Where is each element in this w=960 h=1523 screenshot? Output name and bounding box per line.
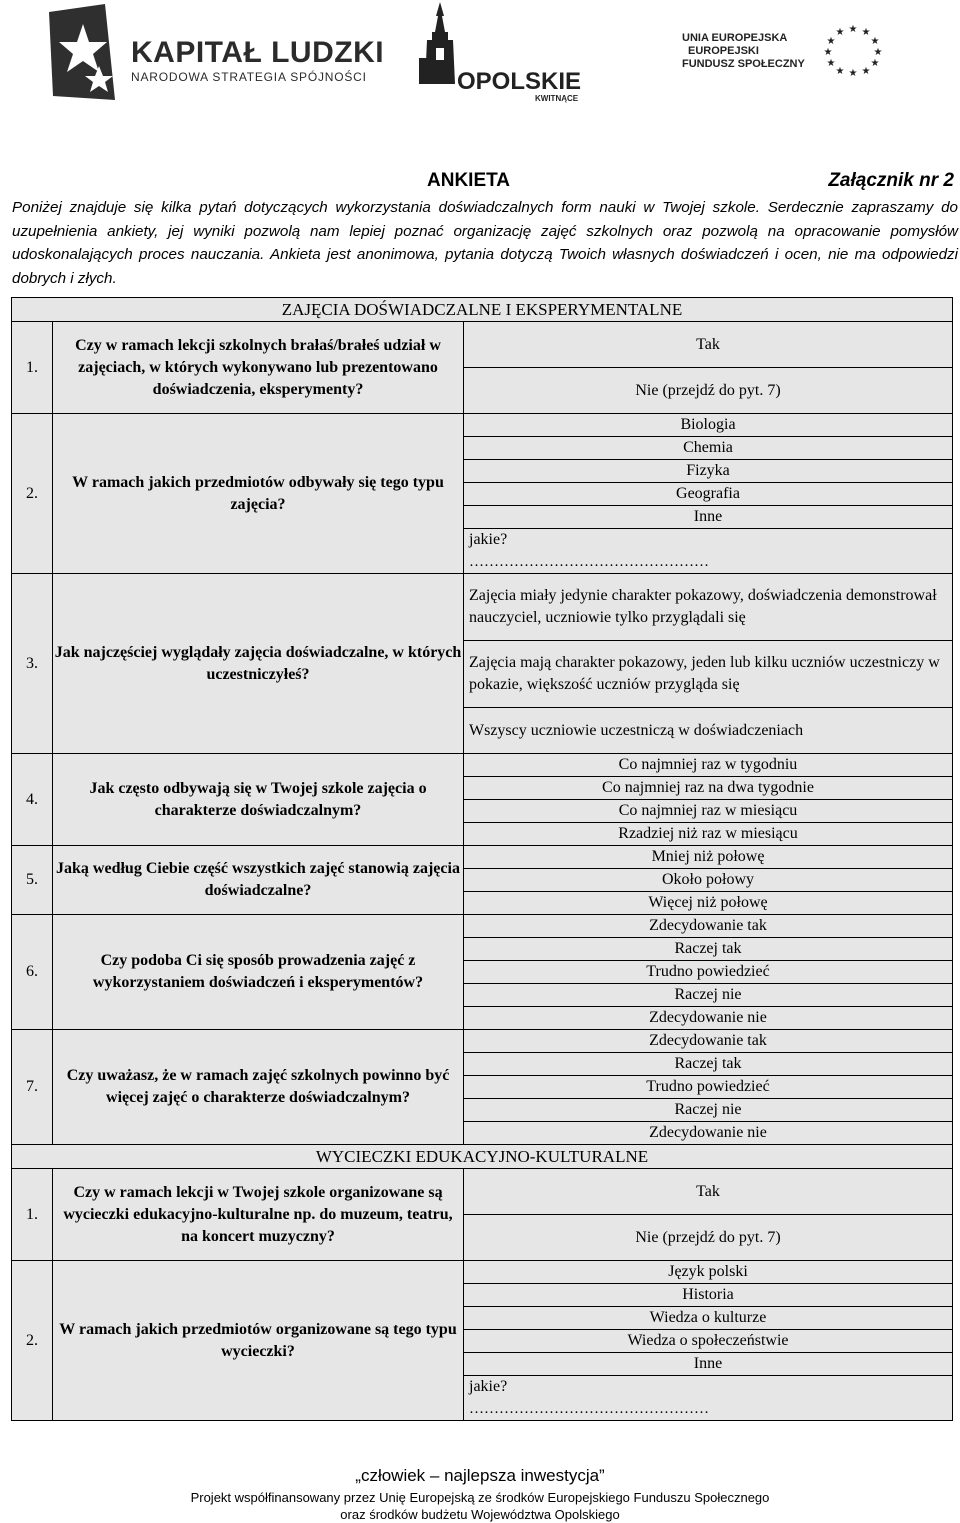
question-text: Czy w ramach lekcji szkolnych brałaś/brałeś udział w zajęciach, w których wykonywano lub prezentowano doświadczenia, eksperymenty? xyxy=(53,322,464,414)
kapital-ludzki-star-icon xyxy=(43,4,123,104)
question-number: 7. xyxy=(12,1030,53,1145)
eu-text xyxy=(682,32,805,71)
answer-option[interactable]: Inne xyxy=(464,506,953,529)
opolskie-logo xyxy=(395,2,585,102)
answer-option[interactable]: Fizyka xyxy=(464,460,953,483)
section-title: WYCIECZKI EDUKACYJNO-KULTURALNE xyxy=(12,1145,953,1169)
question-text: W ramach jakich przedmiotów odbywały się tego typu zajęcia? xyxy=(53,414,464,574)
svg-text:★: ★ xyxy=(826,58,836,69)
answer-option[interactable]: Historia xyxy=(464,1284,953,1307)
question-text: W ramach jakich przedmiotów organizowane są tego typu wycieczki? xyxy=(53,1261,464,1421)
answer-option[interactable]: Tak xyxy=(464,1169,953,1215)
other-label: jakie? xyxy=(464,1376,953,1399)
footer-slogan: „człowiek – najlepsza inwestycja” xyxy=(355,1466,605,1485)
answer-option[interactable]: Co najmniej raz w miesiącu xyxy=(464,800,953,823)
answer-option[interactable]: Raczej nie xyxy=(464,1099,953,1122)
question-text: Jak często odbywają się w Twojej szkole zajęcia o charakterze doświadczalnym? xyxy=(53,754,464,846)
svg-text:★: ★ xyxy=(835,27,845,38)
question-number: 6. xyxy=(12,915,53,1030)
question-text: Jaką według Ciebie część wszystkich zajęć stanowią zajęcia doświadczalne? xyxy=(53,846,464,915)
answer-option[interactable]: Tak xyxy=(464,322,953,368)
answer-option[interactable]: Około połowy xyxy=(464,869,953,892)
svg-text:★: ★ xyxy=(870,58,880,69)
survey-table xyxy=(11,297,953,1421)
kapital-ludzki-title: KAPITAŁ LUDZKI xyxy=(131,36,385,69)
answer-option[interactable]: Zdecydowanie tak xyxy=(464,915,953,938)
eu-line-1: UNIA EUROPEJSKA xyxy=(682,32,788,44)
svg-text:★: ★ xyxy=(861,66,871,76)
other-input[interactable]: ………………………………………… xyxy=(464,1398,953,1421)
answer-option[interactable]: Raczej tak xyxy=(464,1053,953,1076)
answer-option[interactable]: Wiedza o społeczeństwie xyxy=(464,1330,953,1353)
question-number: 2. xyxy=(12,1261,53,1421)
kapital-ludzki-subtitle: NARODOWA STRATEGIA SPÓJNOŚCI xyxy=(131,70,367,84)
svg-text:★: ★ xyxy=(870,36,880,47)
answer-option[interactable]: Nie (przejdź do pyt. 7) xyxy=(464,368,953,414)
svg-text:★: ★ xyxy=(873,47,883,58)
svg-text:★: ★ xyxy=(835,66,845,76)
question-number: 2. xyxy=(12,414,53,574)
answer-option[interactable]: Trudno powiedzieć xyxy=(464,1076,953,1099)
answer-option[interactable]: Język polski xyxy=(464,1261,953,1284)
question-number: 5. xyxy=(12,846,53,915)
question-number: 4. xyxy=(12,754,53,846)
question-number: 1. xyxy=(12,322,53,414)
question-number: 1. xyxy=(12,1169,53,1261)
svg-text:★: ★ xyxy=(826,36,836,47)
footer-line-1: Projekt współfinansowany przez Unię Europejską ze środków Europejskiego Funduszu Społecznego xyxy=(190,1490,770,1505)
answer-option[interactable]: Trudno powiedzieć xyxy=(464,961,953,984)
intro-text: Poniżej znajduje się kilka pytań dotyczących wykorzystania doświadczalnych form nauki w Twojej szkole. Serdecznie zapraszamy do uzupełnienia ankiety, jej wyniki pozwolą nam lepiej poznać organizację zajęć szkolnych oraz pozwolą na opracowanie pomysłów udoskonalających proces nauczania. Ankieta jest anonimowa, pytania dotyczą Twoich własnych doświadczeń i ocen, nie ma odpowiedzi dobrych i złych. xyxy=(12,199,958,287)
other-label: jakie? xyxy=(464,529,953,552)
answer-option[interactable]: Zajęcia mają charakter pokazowy, jeden lub kilku uczniów uczestniczy w pokazie, większość uczniów przygląda się xyxy=(464,641,953,708)
answer-option[interactable]: Więcej niż połowę xyxy=(464,892,953,915)
svg-text:★: ★ xyxy=(861,27,871,38)
other-input[interactable]: ………………………………………… xyxy=(464,551,953,574)
answer-option[interactable]: Zdecydowanie nie xyxy=(464,1122,953,1145)
answer-option[interactable]: Wszyscy uczniowie uczestniczą w doświadczeniach xyxy=(464,708,953,754)
annex-label: Załącznik nr 2 xyxy=(828,170,954,191)
svg-text:★: ★ xyxy=(848,68,858,76)
answer-option[interactable]: Co najmniej raz w tygodniu xyxy=(464,754,953,777)
answer-option[interactable]: Zdecydowanie nie xyxy=(464,1007,953,1030)
answer-option[interactable]: Chemia xyxy=(464,437,953,460)
question-text: Jak najczęściej wyglądały zajęcia doświadczalne, w których uczestniczyłeś? xyxy=(53,574,464,754)
opolskie-title: OPOLSKIE xyxy=(457,68,582,95)
question-number: 3. xyxy=(12,574,53,754)
answer-option[interactable]: Mniej niż połowę xyxy=(464,846,953,869)
footer-line-2: oraz środków budżetu Województwa Opolskiego xyxy=(340,1507,620,1522)
svg-text:★: ★ xyxy=(823,47,833,58)
document-title: ANKIETA xyxy=(427,170,511,191)
answer-option[interactable]: Wiedza o kulturze xyxy=(464,1307,953,1330)
question-text: Czy w ramach lekcji w Twojej szkole organizowane są wycieczki edukacyjno-kulturalne np. do muzeum, teatru, na koncert muzyczny? xyxy=(53,1169,464,1261)
answer-option[interactable]: Geografia xyxy=(464,483,953,506)
question-text: Czy podoba Ci się sposób prowadzenia zajęć z wykorzystaniem doświadczeń i eksperymentów? xyxy=(53,915,464,1030)
eu-line-2: EUROPEJSKI xyxy=(688,45,759,57)
eu-stars-icon xyxy=(822,22,884,76)
answer-option[interactable]: Raczej nie xyxy=(464,984,953,1007)
answer-option[interactable]: Raczej tak xyxy=(464,938,953,961)
opolskie-subtitle: KWITNĄCE xyxy=(535,94,579,103)
kapital-ludzki-logo xyxy=(43,4,385,104)
svg-text:★: ★ xyxy=(848,24,858,35)
answer-option[interactable]: Nie (przejdź do pyt. 7) xyxy=(464,1215,953,1261)
eu-logo xyxy=(682,22,912,82)
answer-option[interactable]: Zdecydowanie tak xyxy=(464,1030,953,1053)
eu-line-3: FUNDUSZ SPOŁECZNY xyxy=(682,58,805,70)
answer-option[interactable]: Co najmniej raz na dwa tygodnie xyxy=(464,777,953,800)
answer-option[interactable]: Rzadziej niż raz w miesiącu xyxy=(464,823,953,846)
section-title: ZAJĘCIA DOŚWIADCZALNE I EKSPERYMENTALNE xyxy=(12,298,953,322)
answer-option[interactable]: Biologia xyxy=(464,414,953,437)
answer-option[interactable]: Inne xyxy=(464,1353,953,1376)
question-text: Czy uważasz, że w ramach zajęć szkolnych powinno być więcej zajęć o charakterze doświadczalnym? xyxy=(53,1030,464,1145)
answer-option[interactable]: Zajęcia miały jedynie charakter pokazowy, doświadczenia demonstrował nauczyciel, uczniowie tylko przyglądali się xyxy=(464,574,953,641)
